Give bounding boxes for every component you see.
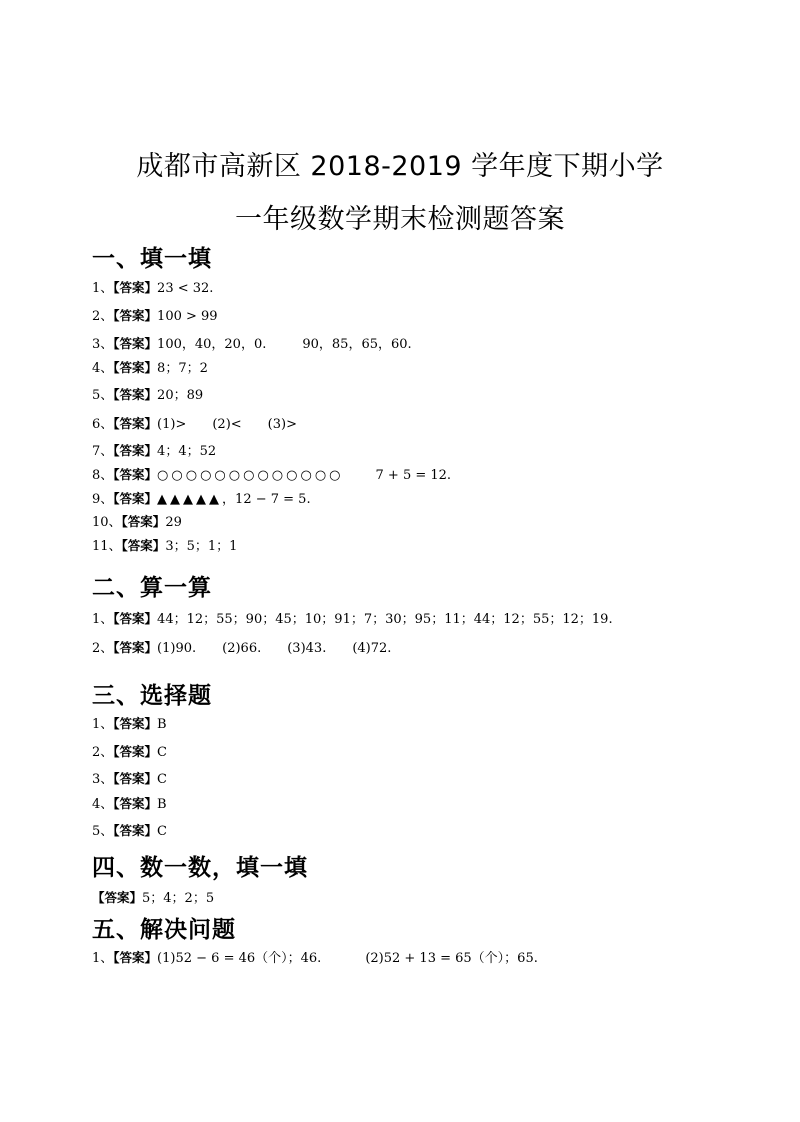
- answer-item: [92, 333, 412, 352]
- answer-tag: 【答案】: [113, 360, 158, 375]
- answer-item: [92, 357, 208, 376]
- answer-item: [92, 413, 297, 432]
- answer-item: [92, 277, 213, 296]
- triangle-symbols: ▲▲▲▲▲: [157, 492, 223, 507]
- answer-item: [92, 305, 218, 324]
- answer-item: [92, 713, 167, 732]
- answer-item: [92, 947, 538, 966]
- answer-item: [92, 464, 451, 483]
- answer-text-2: 90，85，65，60.: [302, 337, 412, 352]
- answer-text: C: [157, 772, 167, 787]
- answer-text-3: (3)>: [267, 417, 297, 432]
- answer-item: [92, 637, 391, 656]
- item-number: 3、: [92, 337, 114, 352]
- answer-text: 23 < 32.: [157, 281, 214, 296]
- answer-text: 100 > 99: [157, 309, 218, 324]
- answer-tag: 【答案】: [92, 890, 143, 905]
- answer-text: (1)52 − 6 = 46（个）；46.: [157, 951, 322, 966]
- answer-tag: 【答案】: [121, 538, 166, 553]
- answer-tag: 【答案】: [113, 950, 158, 965]
- answer-text-2: (2)52 + 13 = 65（个）；65.: [365, 951, 538, 966]
- answer-text: 3；5；1；1: [165, 539, 238, 554]
- answer-tag: 【答案】: [113, 443, 158, 458]
- answer-text: 20；89: [157, 388, 204, 403]
- answer-item: [92, 887, 214, 906]
- answer-text: 100，40，20，0.: [157, 337, 267, 352]
- answer-tag: 【答案】: [113, 796, 158, 811]
- answer-text-3: (3)43.: [287, 641, 327, 656]
- answer-item: [92, 511, 182, 530]
- answer-text: B: [157, 797, 167, 812]
- item-number: 3、: [92, 772, 114, 787]
- answer-item: [92, 384, 203, 403]
- answer-tag: 【答案】: [113, 611, 158, 626]
- answer-item: [92, 608, 613, 627]
- answer-text: 29: [165, 515, 182, 530]
- title-line-1: 成都市高新区 2018-2019 学年度下期小学: [136, 151, 664, 182]
- item-number: 5、: [92, 388, 114, 403]
- circle-symbols: ○○○○○○○○○○○○○: [157, 468, 344, 483]
- answer-tag: 【答案】: [113, 387, 158, 402]
- answer-tag: 【答案】: [113, 771, 158, 786]
- item-number: 2、: [92, 309, 114, 324]
- section-heading-problem-solving: 五、解决问题: [92, 917, 236, 943]
- item-number: 7、: [92, 444, 114, 459]
- answer-text: (1)90.: [157, 641, 197, 656]
- answer-text: 8；7；2: [157, 361, 208, 376]
- item-number: 2、: [92, 745, 114, 760]
- answer-tag: 【答案】: [113, 308, 158, 323]
- item-number: 1、: [92, 951, 114, 966]
- answer-item: [92, 793, 167, 812]
- item-number: 8、: [92, 468, 114, 483]
- item-number: 2、: [92, 641, 114, 656]
- answer-tag: 【答案】: [113, 823, 158, 838]
- section-heading-fill-in: 一、填一填: [92, 246, 212, 272]
- section-heading-count-and-fill: 四、数一数，填一填: [92, 855, 308, 881]
- answer-tag: 【答案】: [113, 640, 158, 655]
- item-number: 4、: [92, 361, 114, 376]
- answer-text: C: [157, 824, 167, 839]
- answer-item: [92, 820, 167, 839]
- item-number: 5、: [92, 824, 114, 839]
- answer-tag: 【答案】: [113, 467, 158, 482]
- answer-text-2: ，12 − 7 = 5.: [222, 492, 311, 507]
- answer-tag: 【答案】: [113, 280, 158, 295]
- answer-text-2: (2)66.: [222, 641, 262, 656]
- title-line-2: 一年级数学期末检测题答案: [235, 204, 565, 235]
- answer-tag: 【答案】: [113, 336, 158, 351]
- answer-tag: 【答案】: [113, 716, 158, 731]
- answer-text-2: (2)<: [212, 417, 242, 432]
- item-number: 9、: [92, 492, 114, 507]
- answer-tag: 【答案】: [113, 744, 158, 759]
- item-number: 1、: [92, 717, 114, 732]
- answer-tag: 【答案】: [113, 416, 158, 431]
- answer-tag: 【答案】: [121, 514, 166, 529]
- answer-text-4: (4)72.: [352, 641, 392, 656]
- item-number: 4、: [92, 797, 114, 812]
- answer-text: 5；4；2；5: [142, 891, 215, 906]
- answer-item: [92, 535, 237, 554]
- answer-text-2: 7 + 5 = 12.: [375, 468, 452, 483]
- section-heading-multiple-choice: 三、选择题: [92, 683, 212, 709]
- answer-text: C: [157, 745, 167, 760]
- item-number: 1、: [92, 281, 114, 296]
- answer-text: (1)>: [157, 417, 187, 432]
- answer-text: 44；12；55；90；45；10；91；7；30；95；11；44；12；55；12；19.: [157, 612, 613, 627]
- item-number: 11、: [92, 539, 122, 554]
- answer-tag: 【答案】: [113, 491, 158, 506]
- answer-item: [92, 440, 216, 459]
- answer-item: [92, 741, 167, 760]
- answer-text: 4；4；52: [157, 444, 217, 459]
- item-number: 1、: [92, 612, 114, 627]
- item-number: 10、: [92, 515, 122, 530]
- answer-item: [92, 768, 167, 787]
- section-heading-calculate: 二、算一算: [92, 575, 212, 601]
- answer-item: [92, 488, 311, 507]
- item-number: 6、: [92, 417, 114, 432]
- answer-text: B: [157, 717, 167, 732]
